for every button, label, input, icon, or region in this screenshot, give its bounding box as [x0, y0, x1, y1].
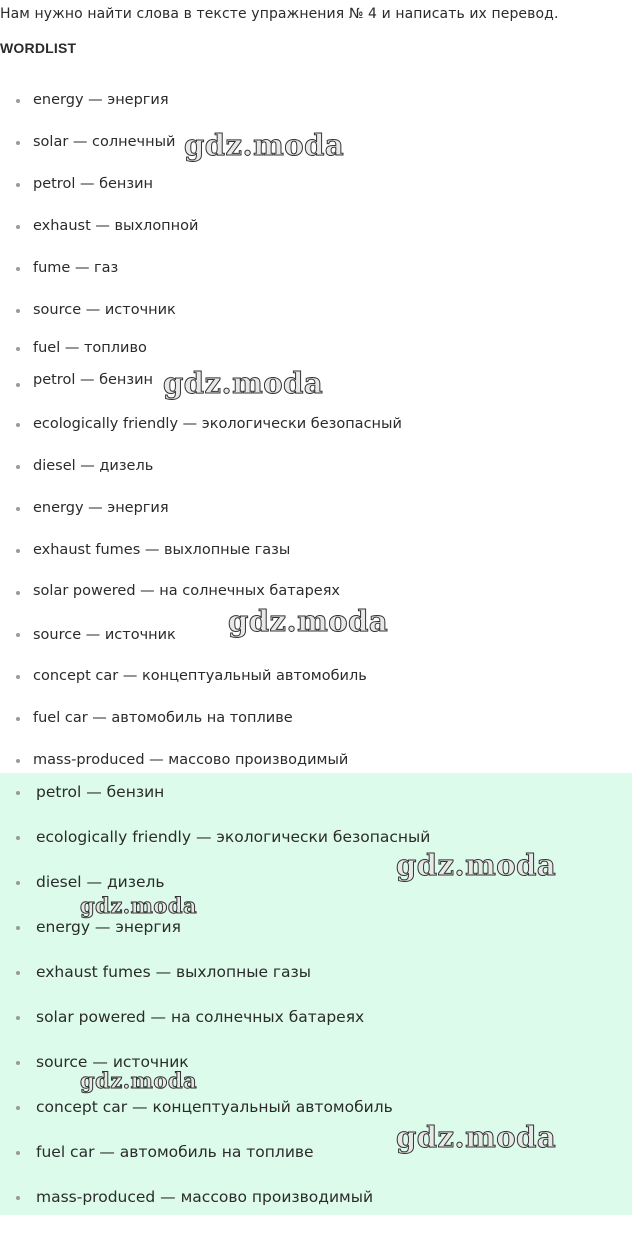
list-item: exhaust fumes — выхлопные газы — [0, 953, 632, 998]
list-item: petrol — бензин — [0, 773, 632, 818]
list-item: petrol — бензин — [0, 163, 632, 205]
list-item: diesel — дизель — [0, 445, 632, 487]
watermark-logo: gdz.moda — [80, 893, 198, 918]
list-item: exhaust — выхлопной — [0, 205, 632, 247]
list-item: concept car — концептуальный автомобиль — [0, 655, 632, 697]
list-item: fuel car — автомобиль на топливе — [0, 697, 632, 739]
watermark-logo: gdz.moda — [396, 848, 557, 882]
wordlist-list — [0, 79, 632, 781]
list-item: exhaust fumes — выхлопные газы — [0, 529, 632, 571]
wordlist-heading: WORDLIST — [0, 40, 77, 56]
list-item: energy — энергия — [0, 79, 632, 121]
list-item: diesel — дизель — [0, 863, 632, 908]
list-item: mass-produced — массово производимый — [0, 739, 632, 781]
list-item: fume — газ — [0, 247, 632, 289]
list-item: solar powered — на солнечных батареях — [0, 998, 632, 1043]
list-item: ecologically friendly — экологически безопасный — [0, 818, 632, 863]
list-item: petrol — бензин — [0, 365, 632, 403]
list-item: concept car — концептуальный автомобиль — [0, 1088, 632, 1133]
list-item: fuel — топливо — [0, 331, 632, 365]
watermark-logo: gdz.moda — [80, 1068, 198, 1093]
list-item: source — источник — [0, 1043, 632, 1088]
list-item: energy — энергия — [0, 487, 632, 529]
list-item: solar — солнечный — [0, 121, 632, 163]
watermark-logo: gdz.moda — [163, 366, 324, 400]
watermark-logo: gdz.moda — [396, 1120, 557, 1154]
list-item: fuel car — автомобиль на топливе — [0, 1133, 632, 1178]
list-item: source — источник — [0, 613, 632, 655]
list-item: solar powered — на солнечных батареях — [0, 571, 632, 613]
list-item: mass-produced — массово производимый — [0, 1178, 632, 1223]
list-item: source — источник — [0, 289, 632, 331]
list-item: ecologically friendly — экологически безопасный — [0, 403, 632, 445]
intro-text: Нам нужно найти слова в тексте упражнения № 4 и написать их перевод. — [0, 6, 559, 22]
highlighted-wordlist — [0, 773, 632, 1223]
list-item: energy — энергия — [0, 908, 632, 953]
watermark-logo: gdz.moda — [184, 128, 345, 162]
watermark-logo: gdz.moda — [228, 604, 389, 638]
